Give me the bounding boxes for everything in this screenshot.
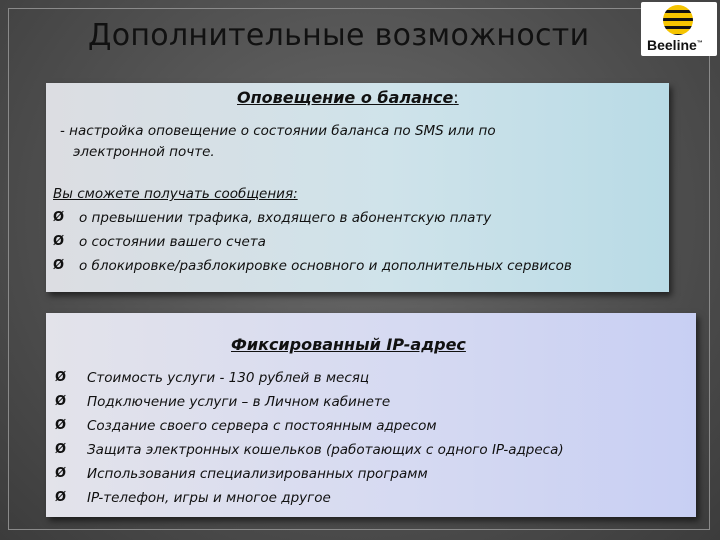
arrowhead-bullet-icon: Ø xyxy=(53,234,65,249)
logo-text xyxy=(647,37,703,53)
arrowhead-bullet-icon: Ø xyxy=(55,394,67,409)
list-item: IP-телефон, игры и многое другое xyxy=(87,490,331,506)
description-line-2: электронной почте. xyxy=(73,144,215,160)
list-item: Подключение услуги – в Личном кабинете xyxy=(87,394,391,410)
list-item: о блокировке/разблокировке основного и дополнительных сервисов xyxy=(79,258,572,274)
fixed-ip-panel xyxy=(46,313,696,517)
list-item: Стоимость услуги - 130 рублей в месяц xyxy=(87,370,370,386)
beeline-ball-icon xyxy=(663,5,693,35)
heading-colon: : xyxy=(453,88,459,107)
list-item: Создание своего сервера с постоянным адресом xyxy=(87,418,437,434)
list-item: о состоянии вашего счета xyxy=(79,234,266,250)
slide-title: Дополнительные возможности xyxy=(88,18,590,53)
list-item: Использования специализированных программ xyxy=(87,466,428,482)
panel-heading xyxy=(237,88,459,107)
balance-notification-panel xyxy=(46,83,669,292)
list-item: Защита электронных кошельков (работающих с одного IP-адреса) xyxy=(87,442,564,458)
arrowhead-bullet-icon: Ø xyxy=(55,370,67,385)
arrowhead-bullet-icon: Ø xyxy=(55,490,67,505)
arrowhead-bullet-icon: Ø xyxy=(53,258,65,273)
heading-text: Оповещение о балансе xyxy=(237,88,454,107)
intro-text: Вы сможете получать сообщения: xyxy=(53,186,298,202)
logo-wordmark: Beeline xyxy=(647,37,697,53)
arrowhead-bullet-icon: Ø xyxy=(55,466,67,481)
arrowhead-bullet-icon: Ø xyxy=(53,210,65,225)
logo-trademark: ™ xyxy=(696,40,703,47)
arrowhead-bullet-icon: Ø xyxy=(55,418,67,433)
description-line-1: - настройка оповещение о состоянии баланса по SMS или по xyxy=(60,123,496,139)
panel-heading: Фиксированный IP-адрес xyxy=(231,335,466,354)
arrowhead-bullet-icon: Ø xyxy=(55,442,67,457)
beeline-logo xyxy=(641,2,717,56)
list-item: о превышении трафика, входящего в абонентскую плату xyxy=(79,210,492,226)
